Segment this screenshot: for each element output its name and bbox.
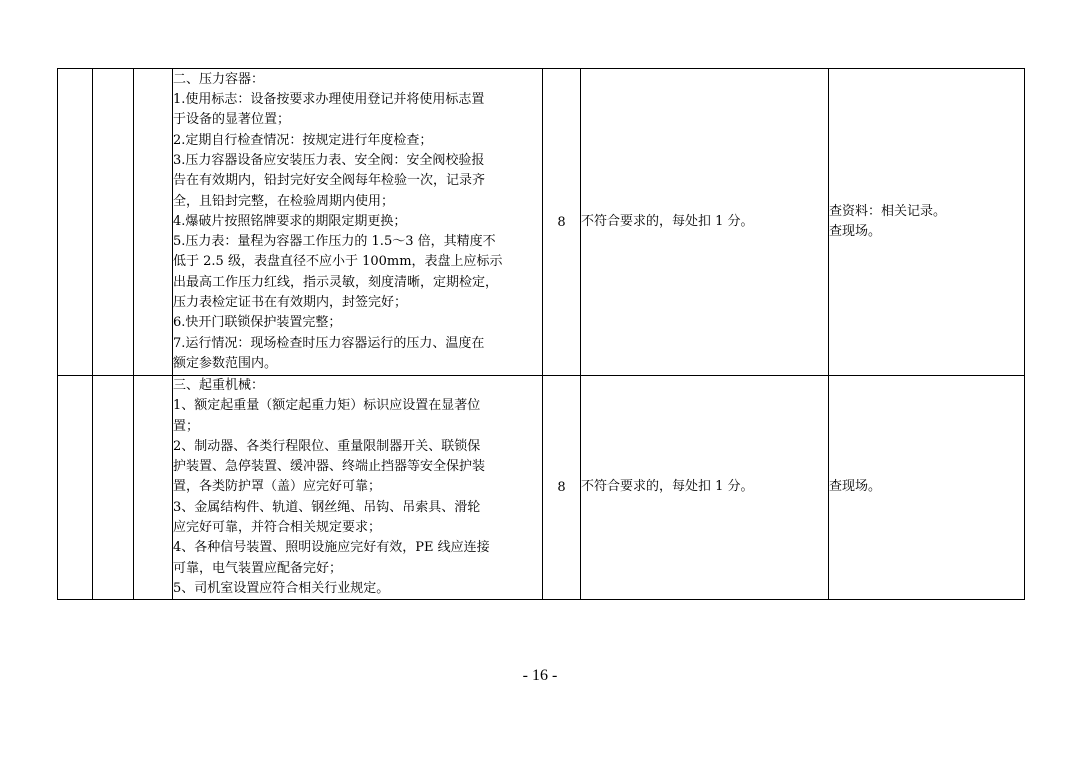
criteria-line: 应完好可靠，并符合相关规定要求； — [173, 520, 382, 536]
criteria-cell — [173, 69, 543, 376]
criteria-cell — [173, 376, 543, 600]
criteria-line: 3.压力容器设备应安装压力表、安全阀：安全阀校验报 — [173, 152, 485, 168]
inspection-table — [57, 68, 1025, 600]
criteria-line: 全，且铅封完整，在检验周期内使用； — [173, 193, 395, 209]
inspection-method-cell — [829, 69, 1025, 376]
criteria-line: 1.使用标志：设备按要求办理使用登记并将使用标志置 — [173, 92, 485, 108]
criteria-line: 1、额定起重量（额定起重力矩）标识应设置在显著位 — [173, 398, 481, 414]
criteria-line: 2.定期自行检查情况：按规定进行年度检查； — [173, 132, 433, 148]
score-cell: 8 — [543, 376, 581, 600]
criteria-line: 2、制动器、各类行程限位、重量限制器开关、联锁保 — [173, 438, 481, 454]
criteria-line: 三、起重机械： — [173, 378, 265, 393]
table-row — [58, 376, 1025, 600]
empty-cell — [93, 376, 134, 600]
criteria-line: 低于 2.5 级，表盘直径不应小于 100mm，表盘上应标示 — [173, 254, 503, 270]
empty-cell — [134, 376, 173, 600]
empty-cell — [58, 69, 93, 376]
criteria-line: 二、压力容器： — [173, 71, 265, 87]
criteria-line: 4、各种信号装置、照明设施应完好有效，PE 线应连接 — [173, 540, 490, 556]
criteria-line: 3、金属结构件、轨道、钢丝绳、吊钩、吊索具、滑轮 — [173, 499, 481, 515]
criteria-line: 于设备的显著位置； — [173, 112, 291, 128]
score-cell: 8 — [543, 69, 581, 376]
criteria-line: 出最高工作压力红线，指示灵敏，刻度清晰，定期检定， — [173, 274, 499, 290]
criteria-line: 可靠，电气装置应配备完好； — [173, 560, 343, 576]
criteria-line: 额定参数范围内。 — [173, 355, 278, 371]
deduction-cell: 不符合要求的，每处扣 1 分。 — [581, 376, 829, 600]
criteria-line: 5.压力表：量程为容器工作压力的 1.5～3 倍，其精度不 — [173, 234, 496, 250]
criteria-line: 4.爆破片按照铭牌要求的期限定期更换； — [173, 213, 407, 229]
inspection-method-cell — [829, 376, 1025, 600]
criteria-line: 告在有效期内，铅封完好安全阀每年检验一次，记录齐 — [173, 173, 486, 189]
criteria-line: 置； — [173, 418, 200, 434]
criteria-line: 护装置、急停装置、缓冲器、终端止挡器等安全保护装 — [173, 459, 486, 475]
method-line: 查现场。 — [829, 479, 882, 495]
criteria-line: 压力表检定证书在有效期内，封签完好； — [173, 295, 408, 311]
criteria-line: 置，各类防护罩（盖）应完好可靠； — [173, 479, 382, 495]
criteria-line: 5、司机室设置应符合相关行业规定。 — [173, 580, 390, 596]
table-row — [58, 69, 1025, 376]
method-line: 查资料：相关记录。 — [829, 203, 947, 219]
deduction-cell: 不符合要求的，每处扣 1 分。 — [581, 69, 829, 376]
empty-cell — [93, 69, 134, 376]
page-number: - 16 - — [522, 667, 558, 684]
criteria-line: 7.运行情况：现场检查时压力容器运行的压力、温度在 — [173, 335, 485, 351]
method-line: 查现场。 — [829, 224, 882, 239]
empty-cell — [134, 69, 173, 376]
empty-cell — [58, 376, 93, 600]
criteria-line: 6.快开门联锁保护装置完整； — [173, 315, 342, 331]
